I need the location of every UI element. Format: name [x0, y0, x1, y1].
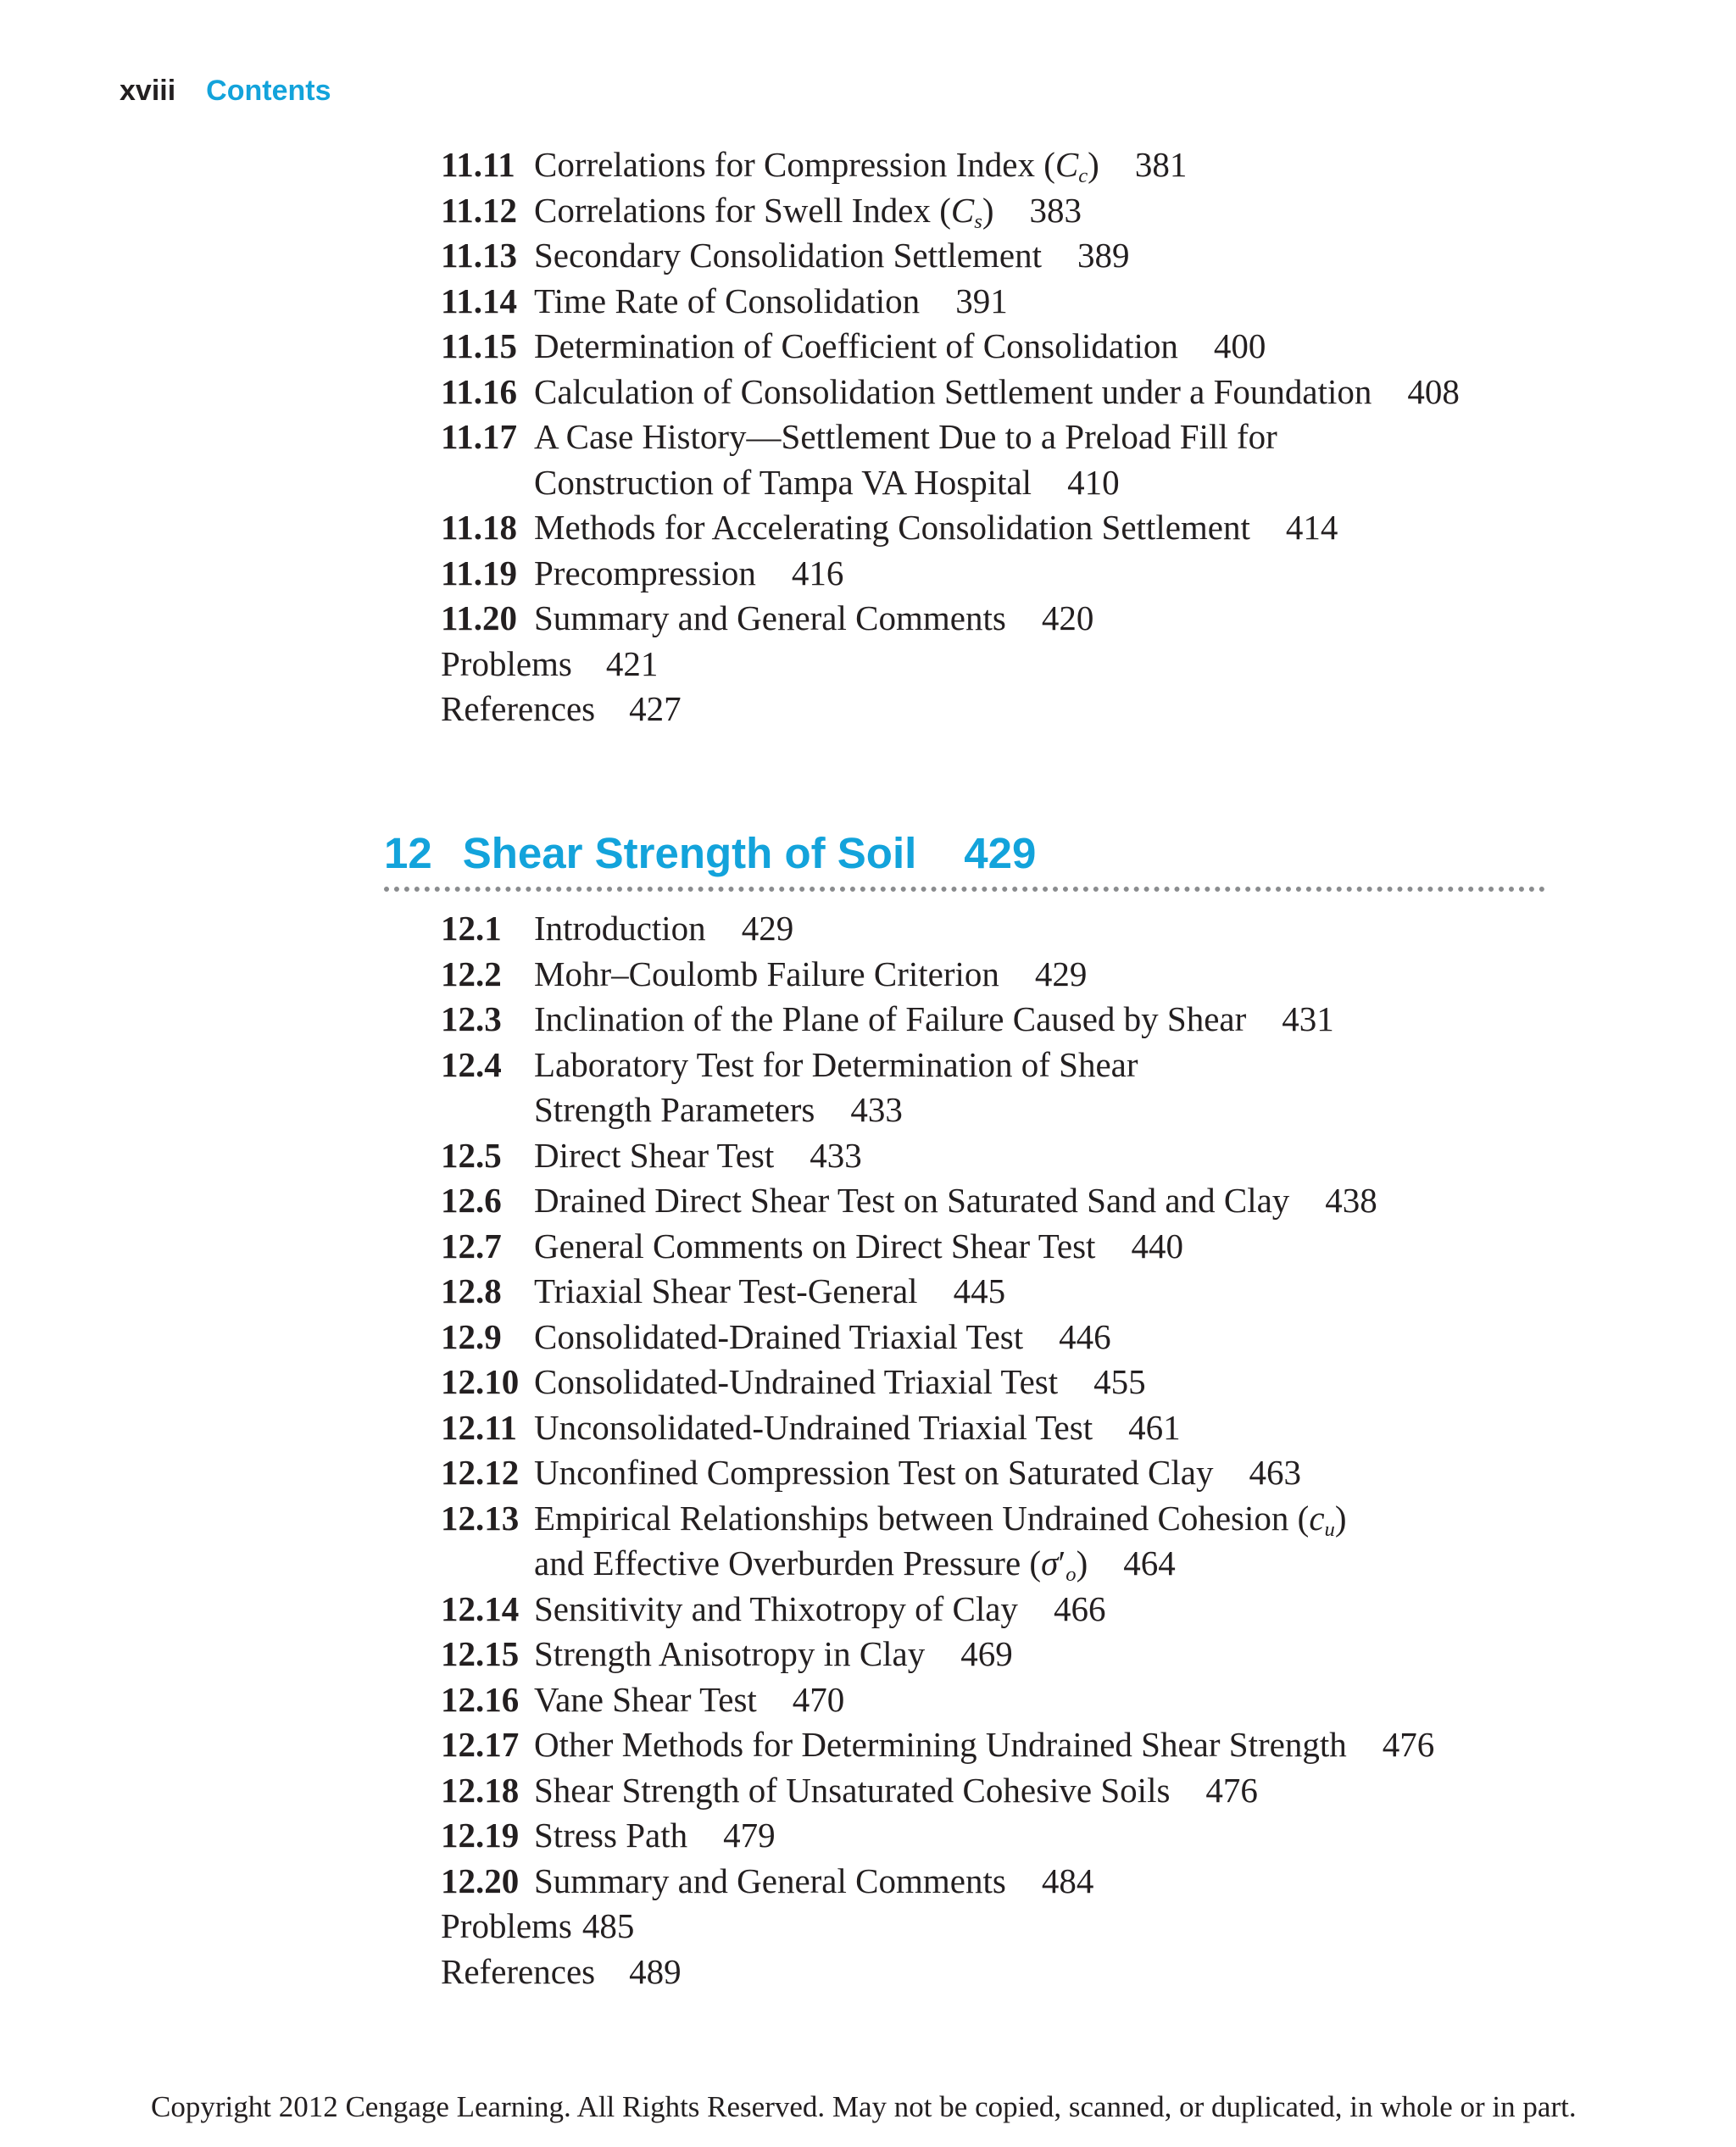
toc-entry-page: 466	[1053, 1588, 1106, 1628]
toc-entry-number: 12.1	[441, 909, 502, 948]
toc-entry-title: Strength Anisotropy in Clay	[534, 1634, 926, 1673]
toc-entry-number: 12.9	[441, 1316, 502, 1356]
toc-entry-title: Precompression	[534, 553, 756, 592]
toc-entry	[441, 596, 1460, 642]
toc-entry	[441, 997, 1434, 1043]
toc-entry-number: 12.16	[441, 1679, 520, 1719]
toc-entry-number: 11.14	[441, 281, 517, 320]
toc-entry-number: 12.11	[441, 1407, 517, 1447]
toc-entry-number: 11.17	[441, 417, 517, 456]
toc-entry	[441, 551, 1460, 597]
toc-entry-page: 416	[791, 553, 844, 592]
toc-entry-title: Unconsolidated-Undrained Triaxial Test	[534, 1407, 1093, 1447]
toc-entry-page: 445	[953, 1271, 1006, 1310]
toc-entry-title: Stress Path	[534, 1816, 688, 1855]
toc-entry	[441, 1813, 1434, 1859]
toc-entry-page: 446	[1059, 1316, 1111, 1356]
toc-entry-number: 11.15	[441, 326, 517, 365]
toc-entry-page: 476	[1205, 1770, 1258, 1810]
toc-entry-title: Summary and General Comments	[534, 1861, 1006, 1900]
toc-entry	[441, 1269, 1434, 1315]
toc-entry-number: 11.12	[441, 190, 517, 230]
toc-entry-page: 391	[955, 281, 1008, 320]
toc-entry	[441, 687, 1460, 732]
toc-entry	[441, 1587, 1434, 1632]
toc-entry-title: Direct Shear Test	[534, 1135, 775, 1175]
toc-entry-title: Inclination of the Plane of Failure Caused by Shear	[534, 999, 1247, 1038]
toc-entry-page: 461	[1128, 1407, 1181, 1447]
toc-entry-number: 12.20	[441, 1861, 520, 1900]
toc-entry	[441, 1904, 1434, 1950]
toc-entry	[441, 906, 1434, 952]
toc-entry	[441, 952, 1434, 998]
running-head-title: Contents	[206, 75, 331, 107]
chapter-dotted-rule	[384, 887, 1545, 892]
toc-entry-number: 12.13	[441, 1498, 520, 1538]
toc-entry-title: Construction of Tampa VA Hospital	[534, 462, 1032, 502]
toc-entry-page: 383	[1029, 190, 1082, 230]
toc-entry-page: 464	[1123, 1544, 1176, 1582]
toc-entry-page: 470	[792, 1679, 845, 1719]
toc-entry-title: Triaxial Shear Test-General	[534, 1271, 918, 1310]
toc-entry-title: Empirical Relationships between Undrained Cohesion $(c_u)$	[534, 1498, 1347, 1541]
toc-entry-title: Problems	[441, 1906, 572, 1945]
toc-entry-title: Vane Shear Test	[534, 1679, 757, 1719]
toc-entry-title: Methods for Accelerating Consolidation Settlement	[534, 508, 1250, 547]
toc-entry	[441, 1178, 1434, 1224]
toc-entry-number: 11.16	[441, 371, 517, 411]
toc-entry-title: Summary and General Comments	[534, 598, 1006, 637]
toc-entry	[441, 1405, 1434, 1451]
toc-entry	[441, 142, 1460, 188]
toc-entry-title: Laboratory Test for Determination of Shear	[534, 1044, 1138, 1084]
toc-entry	[441, 233, 1460, 279]
chapter-heading	[384, 827, 1036, 880]
toc-entry-page: 433	[850, 1090, 903, 1129]
toc-entry-title: Shear Strength of Unsaturated Cohesive Soils	[534, 1770, 1171, 1810]
toc-entry-number: 12.3	[441, 999, 502, 1038]
toc-entry-page: 431	[1282, 999, 1334, 1038]
toc-entry-number: 11.20	[441, 598, 517, 637]
toc-entry-title: Secondary Consolidation Settlement	[534, 236, 1042, 275]
toc-entry-page: 485	[581, 1906, 635, 1945]
toc-entry-page: 421	[605, 643, 659, 683]
toc-entry	[441, 1360, 1434, 1405]
toc-entry-number: 12.2	[441, 954, 502, 993]
toc-entry-number: 12.7	[441, 1226, 502, 1265]
toc-entry-page: 400	[1213, 326, 1266, 365]
toc-entry-page: 429	[1034, 954, 1088, 993]
toc-section-chapter-11	[441, 142, 1460, 732]
toc-entry	[441, 324, 1460, 370]
toc-entry	[441, 1315, 1434, 1360]
copyright-notice: Copyright 2012 Cengage Learning. All Rights Reserved. May not be copied, scanned, or duplicated, in whole or in part.	[151, 2090, 1577, 2123]
toc-entry-title: A Case History—Settlement Due to a Preload Fill for	[534, 417, 1277, 456]
chapter-number: 12	[384, 829, 432, 877]
running-head	[120, 71, 331, 110]
toc-entry-number: 11.19	[441, 553, 517, 592]
toc-entry-title: Consolidated-Drained Triaxial Test	[534, 1316, 1024, 1356]
toc-entry	[441, 188, 1460, 234]
toc-entry	[441, 1224, 1434, 1270]
toc-entry-page: 463	[1249, 1453, 1301, 1492]
toc-entry-title: Determination of Coefficient of Consolidation	[534, 326, 1178, 365]
toc-entry-number: 12.6	[441, 1181, 502, 1220]
toc-entry-title: Introduction	[534, 909, 706, 948]
toc-entry-page: 469	[960, 1634, 1013, 1673]
toc-entry-page: 429	[741, 909, 794, 948]
toc-entry-title: Drained Direct Shear Test on Saturated Sand and Clay	[534, 1181, 1290, 1220]
toc-entry-title: General Comments on Direct Shear Test	[534, 1226, 1096, 1265]
toc-entry-number: 12.4	[441, 1044, 502, 1084]
toc-entry	[441, 1677, 1434, 1723]
toc-entry-title: References	[441, 689, 596, 728]
toc-entry-page: 433	[810, 1135, 862, 1175]
toc-entry-title: Sensitivity and Thixotropy of Clay	[534, 1588, 1018, 1628]
toc-entry-number: 12.12	[441, 1453, 520, 1492]
toc-entry	[441, 279, 1460, 325]
toc-entry-number: 11.13	[441, 236, 517, 275]
toc-entry-number: 12.8	[441, 1271, 502, 1310]
toc-entry-title: Consolidated-Undrained Triaxial Test	[534, 1362, 1059, 1401]
toc-entry	[441, 1722, 1434, 1768]
toc-entry-page: 489	[629, 1951, 682, 1991]
toc-entry-number: 12.10	[441, 1362, 520, 1401]
toc-entry-number: 12.18	[441, 1770, 520, 1810]
toc-entry-page: 389	[1077, 236, 1130, 275]
toc-entry	[441, 1087, 1434, 1133]
toc-entry-title: Correlations for Compression Index $(C_c)$	[534, 145, 1099, 187]
toc-entry	[441, 460, 1460, 506]
toc-entry	[441, 1768, 1434, 1814]
toc-entry-page: 420	[1041, 598, 1094, 637]
toc-entry-title: Unconfined Compression Test on Saturated Clay	[534, 1453, 1214, 1492]
toc-entry	[441, 370, 1460, 415]
toc-entry-page: 440	[1131, 1226, 1183, 1265]
toc-entry-page: 479	[723, 1816, 776, 1855]
toc-entry-title: Correlations for Swell Index $(C_s)$	[534, 190, 994, 233]
toc-entry	[441, 505, 1460, 551]
toc-entry	[441, 642, 1460, 687]
toc-entry-title: and Effective Overburden Pressure $(\sigma'_o)$	[534, 1544, 1088, 1586]
toc-entry-title: Time Rate of Consolidation	[534, 281, 921, 320]
toc-entry-number: 11.11	[441, 145, 515, 184]
toc-entry-page: 427	[629, 689, 682, 728]
toc-entry-page: 455	[1093, 1362, 1146, 1401]
toc-entry-number: 12.19	[441, 1816, 520, 1855]
toc-entry	[441, 1859, 1434, 1905]
toc-entry-page: 410	[1067, 462, 1120, 502]
toc-entry-number: 12.17	[441, 1725, 520, 1764]
toc-entry-number: 12.15	[441, 1634, 520, 1673]
toc-entry-number: 12.14	[441, 1588, 520, 1628]
toc-entry-page: 414	[1285, 508, 1338, 547]
chapter-title: Shear Strength of Soil	[462, 829, 917, 877]
toc-entry-page: 484	[1041, 1861, 1094, 1900]
toc-entry-title: Problems	[441, 643, 572, 683]
toc-entry-title: Mohr–Coulomb Failure Criterion	[534, 954, 999, 993]
chapter-page: 429	[964, 829, 1037, 877]
toc-entry-page: 381	[1134, 145, 1188, 184]
toc-entry-title: Other Methods for Determining Undrained Shear Strength	[534, 1725, 1347, 1764]
toc-section-chapter-12	[441, 906, 1434, 1994]
toc-entry-page: 438	[1325, 1181, 1377, 1220]
toc-entry	[441, 1496, 1434, 1542]
toc-entry-title: Strength Parameters	[534, 1090, 815, 1129]
toc-entry	[441, 1632, 1434, 1677]
toc-entry-page: 408	[1407, 371, 1460, 411]
toc-entry	[441, 1043, 1434, 1088]
toc-entry-title: Calculation of Consolidation Settlement under a Foundation	[534, 371, 1372, 411]
toc-entry-number: 12.5	[441, 1135, 502, 1175]
toc-entry	[441, 1133, 1434, 1179]
toc-entry-title: References	[441, 1951, 596, 1991]
toc-entry	[441, 1950, 1434, 1995]
toc-entry-number: 11.18	[441, 508, 517, 547]
page-folio: xviii	[120, 75, 176, 107]
toc-entry	[441, 1450, 1434, 1496]
toc-entry-page: 476	[1382, 1725, 1435, 1764]
toc-entry	[441, 1541, 1434, 1587]
toc-entry	[441, 414, 1460, 460]
